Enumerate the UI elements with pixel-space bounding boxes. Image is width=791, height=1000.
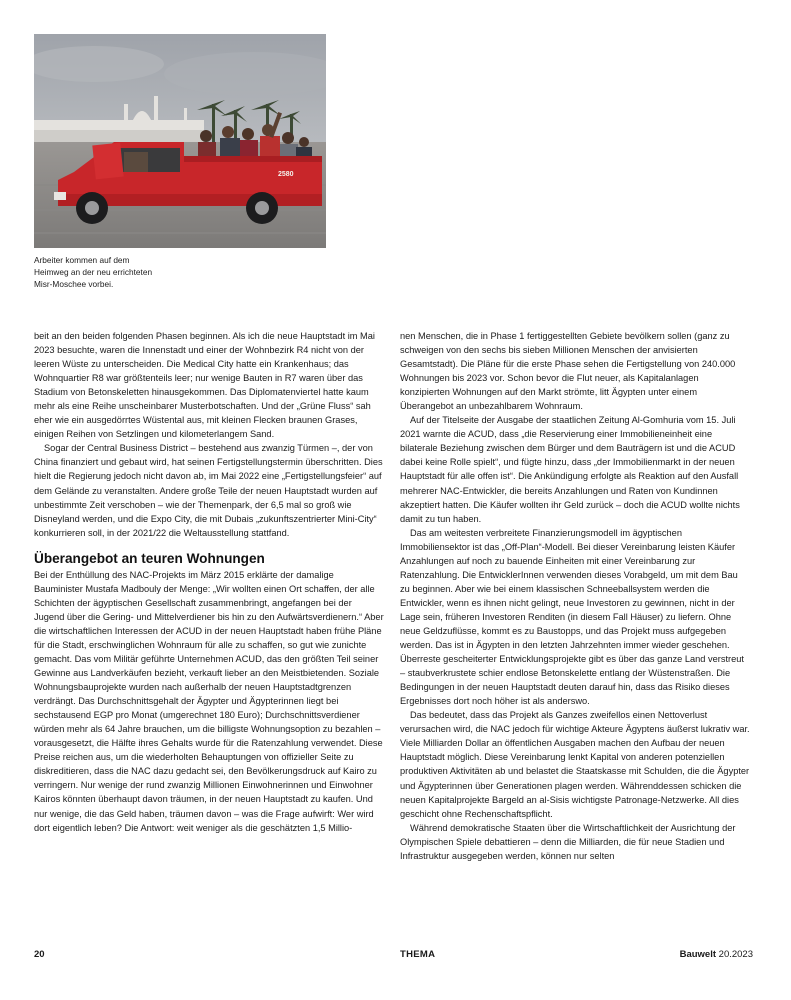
paragraph: Bei der Enthüllung des NAC-Projekts im März 2015 erklärte der damalige Bauminister Mustafa Madbouly der Menge: „Wir wollten einen Ort schaffen, der alle Schichten der ägyptischen Gesellschaft zusammenbringt, angefangen bei der Jugend über die Gering- und Mittelverdiener bis hin zu den Aufwärtsverdienern.“ Aber die wirtschaftlichen Interessen der ACUD in der neuen Hauptstadt haben frühe Pläne für die Stadt, erschwinglichen Wohnraum für alle zu schaffen, so gut wie zunichte gemacht. Das vom Militär geführte Unternehmen ACUD, das den größten Teil seiner Gewinne aus Landverkäufen bezieht, verkauft lieber an den Meistbietenden. Soziale Wohnungsbauprojekte wurden nach außerhalb der neuen Hauptstadtgrenzen verdrängt. Das Durchschnittsgehalt der Ägypter und Ägypterinnen liegt bei sechstausend EGP pro Monat (umgerechnet 180 Euro); Durchschnittsverdiener würden mehr als 64 Jahre brauchen, um die billigste Wohnungsoption zu bezahlen – vorausgesetzt, die Hälfte ihres Gehalts wurde für die Ratenzahlung verwendet. Diese Preise reichen aus, um die wiederholten Behauptungen von offizieller Seite zu diskreditieren, dass die NAC dazu gedacht sei, den Bevölkerungsdruck auf Kairo zu verringern. Nur wenige der rund zwanzig Millionen Einwohnerinnen und Einwohner Kairos könnten überhaupt davon träumen, in der neuen Hauptstadt zu kaufen. Und nur wenige, die das Geld haben, träumen davon – was die Frage aufwirft: Wer wird dort eigentlich leben? Die Antwort: weit weniger als die geschätzten 1,5 Millio-: [34, 569, 384, 833]
paragraph: Das bedeutet, dass das Projekt als Ganzes zweifellos einen Nettoverlust verursachen wird, die NAC jedoch für wichtige Akteure Ägyptens äußerst lukrativ war. Viele Milliarden Dollar an öffentlichen Ausgaben machen den Aufbau der neuen Hauptstadt möglich. Diese Vereinbarung lenkt Kapital von anderen potenziellen produktiven Aktivitäten ab und belastet die Staatskasse mit Schulden, die die Ägypter und Ägypterinnen über Generationen plagen werden. Währenddessen schicken die neuen Kapitalprojekte Bargeld an al-Sisis wichtigste Patronage-Netzwerke. All dies geschicht ohne Rechenschaftspflicht.: [400, 710, 750, 819]
magazine-issue: [680, 948, 753, 962]
workers-truck-photo-icon: [34, 34, 326, 248]
paragraph: Sogar der Central Business District – bestehend aus zwanzig Türmen –, der von China finanziert und gebaut wird, hat seinen Fertigstellungstermin überschritten. Dies hielt die Regierung jedoch nicht davon ab, im Mai 2022 eine „Fertigstellungsfeier“ auf dem Gelände zu veranstalten. Andere große Teile der neuen Hauptstadt wurden auf unbestimmte Zeit verschoben – wie der Themenpark, der 6,5 mal so groß wie Disneyland werden, und die Expo City, die mit Dubais „zukunftszentrierter Mini-City“ konkurrieren soll, in der 2021/22 die Weltausstellung stattfand.: [34, 443, 383, 538]
article-column-left: [34, 329, 384, 835]
page-footer: [34, 948, 753, 962]
page-number: 20: [34, 949, 45, 960]
article-column-right: [400, 329, 750, 863]
paragraph: Das am weitesten verbreitete Finanzierungsmodell im ägyptischen Immobiliensektor ist das „Off-Plan“-Modell. Bei dieser Vereinbarung leisten Käufer Anzahlungen auf noch zu bauende Einheiten mit einer Vereinbarung zur Ratenzahlung. Die EntwicklerInnen verwenden dieses Vorabgeld, um mit dem Bau zu beginnen. Aber wie bei einem klassischen Schneeballsystem werden die Entwickler, wenn es ihnen nicht gelingt, neue Investoren zu gewinnen, nicht in der Lage sein, früheren Investoren Renditen (in diesem Fall Häuser) zu liefern. Ohne neue Geldzuflüsse, kommt es zu Baustopps, und das Projekt muss aufgegeben werden. Das ist in Ägypten in den letzten Jahrzehnten immer wieder geschehen. Überreste gescheiterter Entwicklungsprojekte gibt es über das ganze Land verstreut – staubverkrustete schier endlose Betonskelette entlang der Wüstenstraßen. Die Bedingungen in der neuen Hauptstadt deuten darauf hin, dass das Risiko dieses Ergebnisses dort noch höher ist als anderswo.: [400, 527, 744, 707]
section-label: THEMA: [400, 949, 436, 960]
paragraph: Während demokratische Staaten über die Wirtschaftlichkeit der Ausrichtung der Olympischen Spiele debattieren – denn die Milliarden, die für neue Stadien und Infrastruktur ausgegeben werden, können nur selten: [400, 822, 736, 861]
paragraph: beit an den beiden folgenden Phasen beginnen. Als ich die neue Hauptstadt im Mai 2023 besuchte, waren die Innenstadt und einer der Wohnbezirk R4 nicht von der leeren Wüste zu unterscheiden. Die Medical City hatte ein Krankenhaus; das Wohnquartier R8 war größtenteils leer; nur wenige Bauten in R7 waren über das Stadium von Betonskeletten hinausgekommen. Das Diplomatenviertel hatte kaum mehr als eine Reihe unscheinbarer Musterbotschaften. Und der „Grüne Fluss“ sah eher wie ein ausgedörrtes Wüstental aus, mit kleinen Flecken braunen Grases, einigen Reihen von Setzlingen und kilometerlangem Sand.: [34, 331, 375, 440]
section-heading: Überangebot an teuren Wohnungen: [34, 550, 265, 566]
photo-caption: Arbeiter kommen auf dem Heimweg an der neu errichteten Misr-Moschee vorbei.: [34, 255, 153, 290]
paragraph: nen Menschen, die in Phase 1 fertiggestellten Gebiete bevölkern sollen (ganz zu schweigen von den sechs bis sieben Millionen Menschen der anvisierten Gesamtstadt). Die Pläne für die erste Phase sehen die Fertigstellung von 240.000 Wohnungen bis 2023 vor. Schon bevor die Flut neuer, als Kapitalanlagen konzipierten Wohnungen auf den Markt strömte, litt Ägypten unter einem Überangebot an unbezahlbarem Wohnraum.: [400, 331, 736, 412]
article-photo: [34, 34, 326, 248]
paragraph: Auf der Titelseite der Ausgabe der staatlichen Zeitung Al-Gomhuria vom 15. Juli 2021 warnte die ACUD, dass „die Reservierung einer Immobilieneinheit eine bilaterale Beziehung zwischen dem Bürger und dem Bauträgern ist und die ACUD dabei keine Rolle spielt“, und fügte hinzu, dass „der Immobilienmarkt in der neuen Hauptstadt für alle offen ist“. Die Ankündigung erfolgte als Reaktion auf den Ausfall mehrerer NAC-Entwickler, die bereits Anzahlungen und Raten von Kundinnen akzeptiert hatten. Die Käufer wollten ihr Geld zurück – doch die ACUD wollte nichts damit zu tun haben.: [400, 415, 740, 524]
truck-label: 2580: [278, 171, 294, 178]
magazine-name: Bauwelt: [679, 949, 717, 960]
issue-number: 20.2023: [718, 949, 753, 960]
